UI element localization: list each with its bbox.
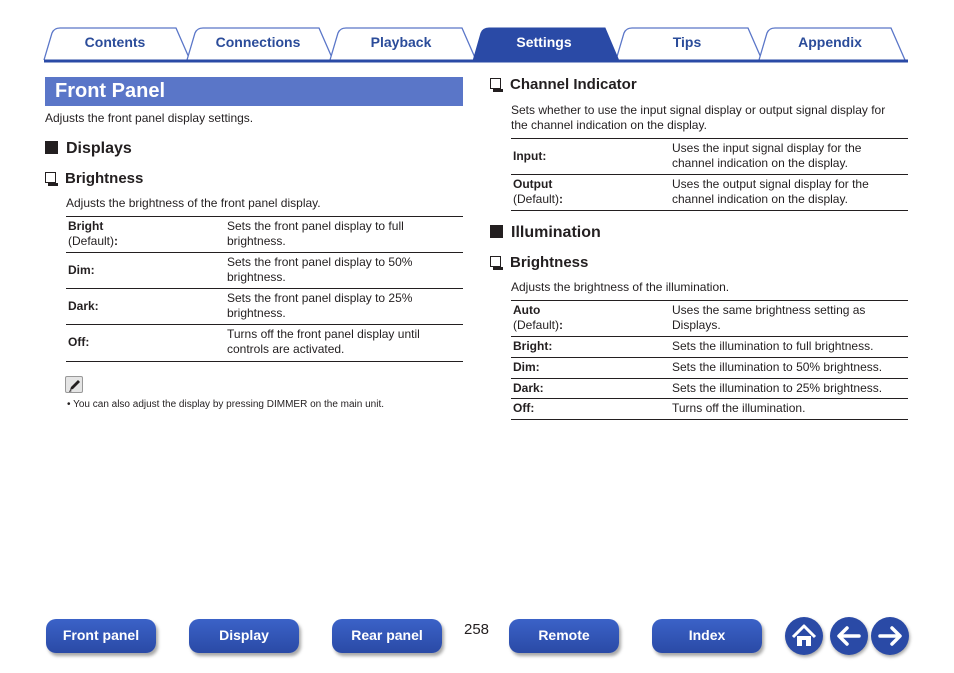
- option-desc: Sets the illumination to 50% brightness.: [672, 360, 883, 374]
- option-desc: brightness.: [227, 306, 286, 320]
- illumination-brightness-heading: [490, 254, 588, 272]
- displays-brightness-heading-text: Brightness: [65, 170, 144, 187]
- page-title-bar: [45, 77, 463, 106]
- rear-panel-button[interactable]: Rear panel: [332, 619, 442, 653]
- forward-button[interactable]: [871, 617, 909, 655]
- option-name: Dark:: [68, 299, 99, 313]
- square-bullet-icon: [45, 141, 58, 154]
- back-arrow-icon: [830, 617, 868, 655]
- tab-tips[interactable]: Tips: [672, 34, 702, 50]
- page-title: Front Panel: [55, 80, 166, 102]
- displays-brightness-table: [66, 216, 463, 362]
- option-name: Dark:: [513, 381, 544, 395]
- table-row: [511, 399, 908, 420]
- option-desc: Sets the front panel display to full: [227, 219, 404, 233]
- option-desc: Uses the output signal display for the: [672, 177, 869, 191]
- colon: :: [559, 192, 564, 206]
- desc-line: Sets whether to use the input signal display or output signal display for: [511, 103, 886, 117]
- option-name: Input:: [513, 149, 547, 163]
- table-row: [511, 337, 908, 358]
- checkbox-bullet-icon: [490, 256, 501, 267]
- option-name: Dim:: [68, 263, 95, 277]
- illumination-heading: [490, 223, 601, 243]
- option-desc: channel indication on the display.: [672, 156, 848, 170]
- channel-indicator-table: [511, 138, 908, 211]
- table-row: [66, 217, 463, 253]
- tab-outlines: [0, 0, 954, 64]
- tab-playback[interactable]: Playback: [370, 34, 432, 50]
- forward-arrow-icon: [871, 617, 909, 655]
- home-button[interactable]: [785, 617, 823, 655]
- tab-settings[interactable]: Settings: [516, 34, 572, 50]
- option-name: Bright:: [513, 339, 553, 353]
- option-desc: brightness.: [227, 234, 286, 248]
- option-desc: Uses the same brightness setting as: [672, 303, 866, 317]
- default-label: (Default): [513, 192, 560, 206]
- table-row: [511, 175, 908, 211]
- colon: :: [114, 234, 119, 248]
- tab-connections[interactable]: Connections: [215, 34, 301, 50]
- home-icon: [785, 617, 823, 655]
- square-bullet-icon: [490, 225, 503, 238]
- display-button[interactable]: Display: [189, 619, 299, 653]
- displays-heading-text: Displays: [66, 140, 132, 157]
- option-desc: Sets the illumination to full brightness.: [672, 339, 874, 353]
- option-desc: Sets the front panel display to 50%: [227, 255, 413, 269]
- desc-line: the channel indication on the display.: [511, 118, 707, 132]
- option-desc: brightness.: [227, 270, 286, 284]
- option-name: Off:: [513, 401, 535, 415]
- channel-indicator-heading-text: Channel Indicator: [510, 76, 637, 93]
- remote-button[interactable]: Remote: [509, 619, 619, 653]
- option-desc: Displays.: [672, 318, 721, 332]
- illumination-brightness-heading-text: Brightness: [510, 254, 589, 271]
- option-desc: Sets the illumination to 25% brightness.: [672, 381, 883, 395]
- table-row: [66, 325, 463, 362]
- table-row: [511, 139, 908, 175]
- top-tab-bar: [0, 0, 954, 64]
- default-label: (Default): [68, 234, 115, 248]
- table-row: [66, 253, 463, 289]
- illumination-brightness-desc: Adjusts the brightness of the illumination.: [511, 280, 730, 294]
- table-row: [511, 301, 908, 337]
- checkbox-bullet-icon: [490, 78, 501, 89]
- table-row: [66, 289, 463, 325]
- pencil-icon: [65, 376, 83, 393]
- option-name: Output: [513, 177, 553, 191]
- option-desc: Uses the input signal display for the: [672, 141, 862, 155]
- tab-appendix[interactable]: Appendix: [798, 34, 862, 50]
- table-row: [511, 358, 908, 379]
- page-number: 258: [464, 621, 490, 638]
- intro-text: Adjusts the front panel display settings.: [45, 111, 254, 125]
- displays-heading: [45, 139, 132, 159]
- option-desc: channel indication on the display.: [672, 192, 848, 206]
- option-desc: controls are activated.: [227, 342, 345, 356]
- option-desc: Sets the front panel display to 25%: [227, 291, 413, 305]
- displays-brightness-heading: [45, 170, 143, 188]
- back-button[interactable]: [830, 617, 868, 655]
- default-label: (Default): [513, 318, 560, 332]
- table-row: [511, 379, 908, 399]
- option-name: Bright: [68, 219, 104, 233]
- option-name: Off:: [68, 335, 90, 349]
- colon: :: [559, 318, 564, 332]
- index-button[interactable]: Index: [652, 619, 762, 653]
- option-name: Dim:: [513, 360, 540, 374]
- front-panel-button[interactable]: Front panel: [46, 619, 156, 653]
- channel-indicator-desc: [511, 103, 885, 133]
- illumination-brightness-table: [511, 300, 908, 420]
- option-name: Auto: [513, 303, 541, 317]
- option-desc: Turns off the front panel display until: [227, 327, 420, 341]
- displays-brightness-desc: Adjusts the brightness of the front panel display.: [66, 196, 321, 210]
- tab-contents[interactable]: Contents: [84, 34, 146, 50]
- channel-indicator-heading: [490, 76, 637, 94]
- option-desc: Turns off the illumination.: [672, 401, 806, 415]
- checkbox-bullet-icon: [45, 172, 56, 183]
- note-text: • You can also adjust the display by pressing DIMMER on the main unit.: [67, 399, 385, 410]
- illumination-heading-text: Illumination: [511, 224, 601, 241]
